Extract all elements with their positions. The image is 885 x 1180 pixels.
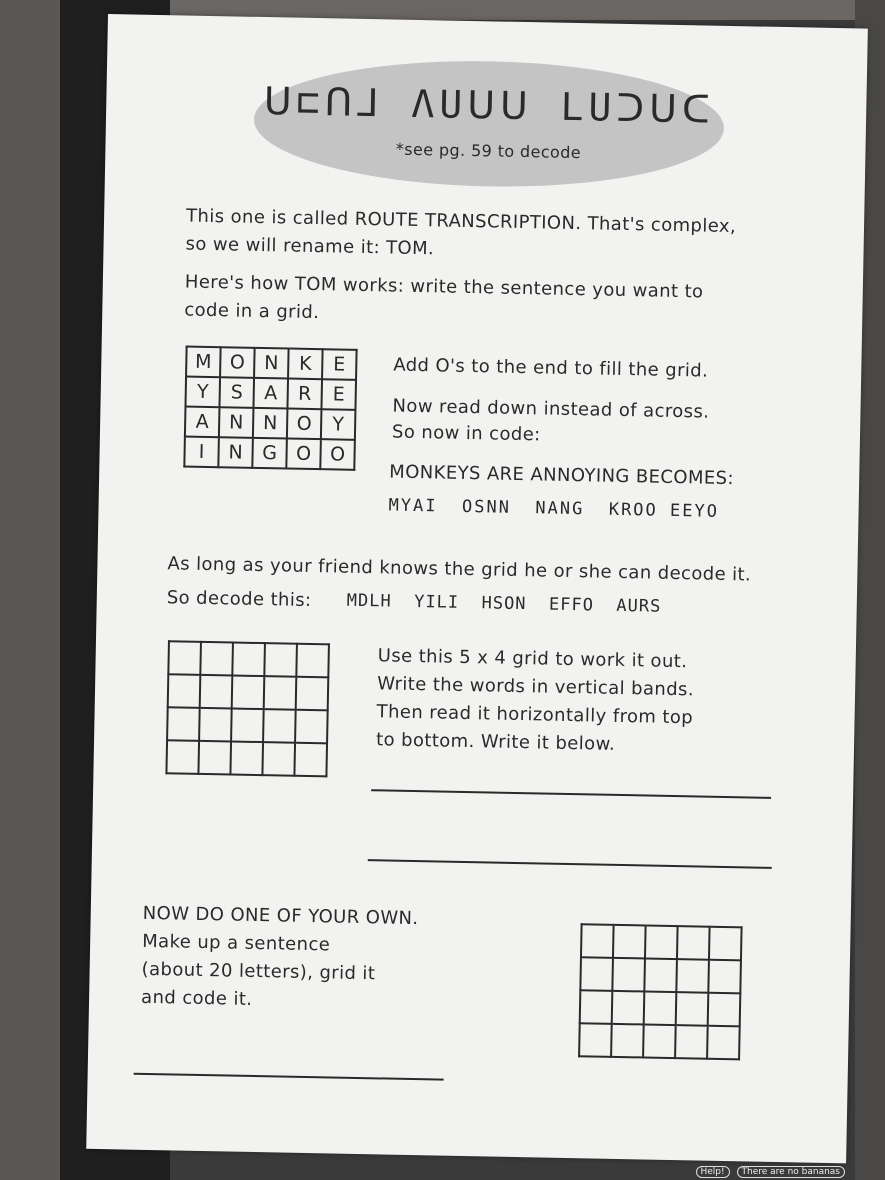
example-grid-cell: E bbox=[322, 349, 357, 380]
own-heading: NOW DO ONE OF YOUR OWN. bbox=[142, 902, 419, 930]
own-grid[interactable] bbox=[578, 923, 743, 1060]
decode-grid-cell[interactable] bbox=[166, 740, 199, 774]
own-grid-cell[interactable] bbox=[644, 958, 677, 992]
grid-instruction-1: Use this 5 x 4 grid to work it out. bbox=[377, 645, 688, 673]
read-instruction-1: Now read down instead of across. bbox=[392, 395, 710, 423]
own-grid-cell[interactable] bbox=[708, 993, 741, 1027]
becomes-label: MONKEYS ARE ANNOYING BECOMES: bbox=[389, 461, 735, 490]
decode-grid-cell[interactable] bbox=[230, 741, 263, 775]
decode-grid-cell[interactable] bbox=[264, 676, 297, 710]
example-grid-cell: O bbox=[220, 347, 255, 378]
example-grid-cell: R bbox=[287, 379, 322, 410]
own-answer-line[interactable] bbox=[134, 1073, 444, 1081]
own-grid-cell[interactable] bbox=[677, 926, 710, 960]
own-grid-cell[interactable] bbox=[612, 958, 645, 992]
decode-code: MDLH YILI HSON EFFO AURS bbox=[346, 590, 662, 617]
decode-grid-cell[interactable] bbox=[264, 643, 297, 677]
decode-grid-cell[interactable] bbox=[200, 642, 233, 676]
help-badge: Help! bbox=[696, 1166, 730, 1178]
own-grid-row bbox=[579, 1023, 740, 1059]
decode-grid-cell[interactable] bbox=[199, 708, 232, 742]
own-grid-cell[interactable] bbox=[581, 924, 614, 958]
example-grid-cell: N bbox=[218, 437, 253, 468]
example-grid-cell: N bbox=[219, 407, 254, 438]
example-grid-cell: E bbox=[321, 379, 356, 410]
own-grid-cell[interactable] bbox=[675, 1025, 708, 1059]
decode-grid-cell[interactable] bbox=[168, 641, 201, 675]
example-grid-cell: A bbox=[253, 378, 288, 409]
example-grid-cell: O bbox=[287, 409, 322, 440]
corner-badges bbox=[692, 1166, 846, 1178]
grid-instruction-4: to bottom. Write it below. bbox=[375, 729, 616, 755]
answer-line-2[interactable] bbox=[368, 859, 772, 869]
example-grid-cell: G bbox=[252, 438, 287, 469]
decode-grid-row bbox=[166, 740, 327, 776]
own-grid-cell[interactable] bbox=[579, 1023, 612, 1057]
intro-line-4: code in a grid. bbox=[184, 299, 320, 324]
example-grid-cell: O bbox=[320, 439, 355, 470]
decode-grid-cell[interactable] bbox=[167, 707, 200, 741]
example-grid-cell: K bbox=[288, 349, 323, 380]
example-grid-row bbox=[185, 377, 356, 410]
example-grid bbox=[183, 346, 357, 471]
own-grid-cell[interactable] bbox=[709, 927, 742, 961]
own-grid-row bbox=[580, 990, 741, 1026]
coded-example: MYAI OSNN NANG KROO EEYO bbox=[388, 495, 720, 522]
book-page bbox=[86, 14, 868, 1163]
own-line-1: Make up a sentence bbox=[142, 930, 331, 956]
decode-grid-cell[interactable] bbox=[296, 644, 329, 678]
own-grid-cell[interactable] bbox=[580, 957, 613, 991]
own-grid-cell[interactable] bbox=[611, 1024, 644, 1058]
own-grid-cell[interactable] bbox=[645, 925, 678, 959]
intro-line-1: This one is called ROUTE TRANSCRIPTION. That's complex, bbox=[185, 205, 737, 238]
decode-grid-row bbox=[167, 707, 328, 743]
example-grid-cell: O bbox=[286, 439, 321, 470]
example-grid-cell: Y bbox=[185, 377, 220, 408]
own-line-2: (about 20 letters), grid it bbox=[141, 958, 376, 985]
example-grid-cell: A bbox=[185, 407, 220, 438]
read-instruction-2: So now in code: bbox=[391, 421, 541, 446]
decode-label: So decode this: bbox=[166, 587, 312, 612]
fill-instruction: Add O's to the end to fill the grid. bbox=[393, 354, 709, 382]
decode-grid-cell[interactable] bbox=[262, 742, 295, 776]
decode-grid-cell[interactable] bbox=[200, 675, 233, 709]
example-grid-cell: N bbox=[254, 348, 289, 379]
own-grid-row bbox=[580, 957, 741, 993]
example-grid-cell: S bbox=[219, 377, 254, 408]
own-grid-cell[interactable] bbox=[676, 992, 709, 1026]
own-grid-cell[interactable] bbox=[676, 959, 709, 993]
decode-grid-row bbox=[168, 674, 329, 710]
decode-grid-row bbox=[168, 641, 329, 677]
intro-line-3: Here's how TOM works: write the sentence you want to bbox=[184, 271, 704, 303]
title-note: *see pg. 59 to decode bbox=[395, 139, 582, 163]
coded-title: ᑌ⊏ᑎ⅃ ΛUᑌᑌ LUᑐᑌᑕ bbox=[263, 79, 716, 132]
example-grid-cell: Y bbox=[321, 409, 356, 440]
intro-line-2: so we will rename it: TOM. bbox=[185, 233, 435, 260]
own-grid-cell[interactable] bbox=[613, 925, 646, 959]
own-grid-cell[interactable] bbox=[612, 991, 645, 1025]
own-grid-cell[interactable] bbox=[643, 1024, 676, 1058]
example-grid-cell: M bbox=[186, 347, 221, 378]
decode-grid-cell[interactable] bbox=[263, 709, 296, 743]
decode-grid-cell[interactable] bbox=[294, 743, 327, 777]
decode-grid-cell[interactable] bbox=[295, 710, 328, 744]
own-grid-row bbox=[581, 924, 742, 960]
own-grid-cell[interactable] bbox=[708, 960, 741, 994]
decode-grid-cell[interactable] bbox=[198, 741, 231, 775]
example-grid-row bbox=[186, 347, 357, 380]
own-grid-cell[interactable] bbox=[707, 1026, 740, 1060]
example-grid-row bbox=[185, 407, 356, 440]
own-grid-cell[interactable] bbox=[580, 990, 613, 1024]
grid-instruction-3: Then read it horizontally from top bbox=[376, 701, 694, 729]
decode-grid-cell[interactable] bbox=[232, 643, 265, 677]
own-line-3: and code it. bbox=[140, 986, 253, 1010]
decode-grid-cell[interactable] bbox=[168, 674, 201, 708]
example-grid-row bbox=[184, 437, 355, 470]
friend-text: As long as your friend knows the grid he or she can decode it. bbox=[167, 553, 752, 586]
decode-grid[interactable] bbox=[165, 640, 330, 777]
answer-line-1[interactable] bbox=[371, 789, 771, 799]
own-grid-cell[interactable] bbox=[644, 991, 677, 1025]
example-grid-cell: N bbox=[253, 408, 288, 439]
decode-grid-cell[interactable] bbox=[232, 676, 265, 710]
bananas-badge: There are no bananas bbox=[737, 1166, 845, 1178]
grid-instruction-2: Write the words in vertical bands. bbox=[376, 673, 695, 701]
decode-grid-cell[interactable] bbox=[296, 677, 329, 711]
example-grid-cell: I bbox=[184, 437, 219, 468]
decode-grid-cell[interactable] bbox=[231, 709, 264, 743]
